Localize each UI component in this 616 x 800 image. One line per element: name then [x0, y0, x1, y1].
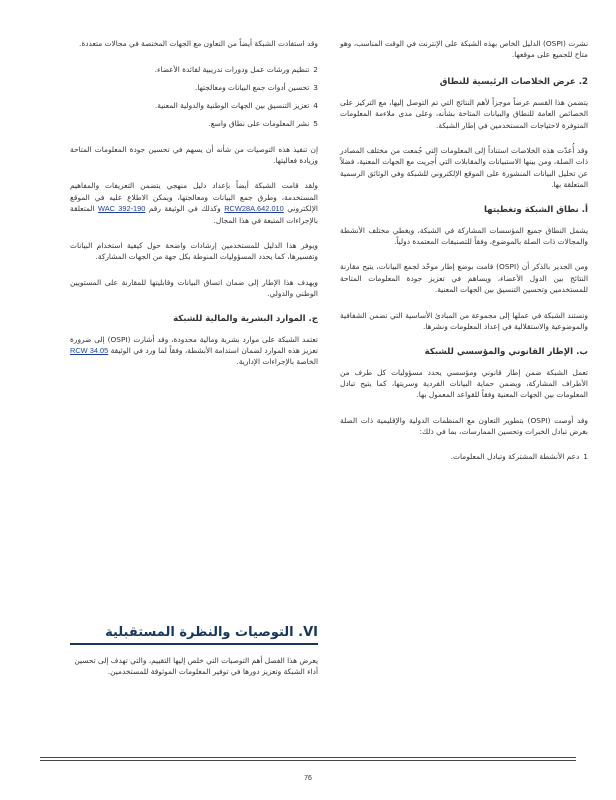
page-number: 76	[304, 775, 312, 782]
text-run: المتعلقة بالإجراءات المتبعة في هذا المجال.	[70, 204, 318, 225]
law-reference-link[interactable]: RCW 34.05	[70, 346, 109, 356]
paragraph: يتضمن هذا القسم عرضاً موجزاً لأهم النتائج التي تم التوصل إليها، مع التركيز على الخصائص العامة للنطاق والبيانات المتاحة بشأنه، وعلى مدى ملاءمة المعلومات المتوفرة لاحتياجات المستخدمين في إطار الشبكة.	[340, 97, 588, 130]
list-text: تعزيز التنسيق بين الجهات الوطنية والدولية المعنية.	[154, 101, 310, 110]
list-item	[70, 65, 318, 76]
paragraph: وقد استفادت الشبكة أيضاً من التعاون مع الجهات المختصة في مجالات متعددة.	[79, 39, 318, 48]
paragraph: ومن الجدير بالذكر أن (OSPI) قامت بوضع إطار موحّد لجمع البيانات، يتيح مقارنة النتائج بين الدول الأعضاء، ويساهم في تعزيز جودة المعلومات المتاحة للمستخدمين وتحسين التنسيق بين الجهات المعنية.	[340, 262, 589, 295]
list-number: 4	[313, 101, 318, 110]
text-run: ولقد قامت الشبكة أيضاً بإعداد دليل منهجي يتضمن التعريفات والمفاهيم المستخدمة، وطرق جمع البيانات ومعالجتها، ويمكن الاطلاع عليه في الموقع الإلكتروني	[70, 181, 318, 214]
chapter-section	[70, 625, 318, 692]
list-item	[70, 101, 318, 112]
section-heading: أ. نطاق الشبكة وتغطيتها	[483, 204, 588, 215]
paragraph: نشرت (OSPI) الدليل الخاص بهذه الشبكة على الإنترنت في الوقت المناسب، وهو متاح للجميع على موقعها.	[340, 39, 588, 60]
list-item	[340, 452, 588, 463]
list-text: دعم الأنشطة المشتركة وتبادل المعلومات.	[450, 451, 580, 461]
paragraph: إن تنفيذ هذه التوصيات من شأنه أن يسهم في تحسين جودة المعلومات المتاحة وزيادة فعاليتها.	[70, 144, 318, 165]
paragraph: وقد أوصت (OSPI) بتطوير التعاون مع المنظمات الدولية والإقليمية ذات الصلة بغرض تبادل الخبرات وتحسين الممارسات، بما في ذلك:	[340, 415, 588, 437]
paragraph: وتستند الشبكة في عملها إلى مجموعة من المبادئ الأساسية التي تضمن الشفافية والموضوعية والاستقلالية في إعداد المعلومات ونشرها.	[340, 310, 588, 332]
right-column	[340, 38, 588, 476]
paragraph: يشمل النطاق جميع المؤسسات المشاركة في الشبكة، ويغطي مختلف الأنشطة والمجالات ذات الصلة بالموضوع، وفقاً للتصنيفات المعتمدة دولياً.	[340, 225, 588, 247]
paragraph: يعرض هذا الفصل أهم التوصيات التي خلص إليها التقييم، والتي تهدف إلى تحسين أداء الشبكة وتعزيز دورها في توفير المعلومات الموثوقة للمستخدمين.	[74, 656, 318, 677]
footer-rule	[40, 760, 576, 761]
text-run: وكذلك في الوثيقة رقم	[145, 204, 225, 214]
list-number: 5	[313, 118, 318, 128]
text-run: الخاصة بالإجراءات الإدارية.	[236, 357, 318, 367]
law-reference-link[interactable]: RCW28A.642.010	[224, 204, 284, 214]
chapter-title: VI. التوصيات والنظرة المستقبلية	[70, 625, 318, 645]
list-number: 2	[313, 65, 318, 75]
text-run: تعتمد الشبكة على موارد بشرية ومالية محدودة، وقد أشارت (OSPI) إلى ضرورة تعزيز هذه الموارد لضمان استدامة الأنشطة، وفقاً لما ورد في الوثيقة	[70, 334, 318, 356]
law-reference-link[interactable]: WAC 392-190	[98, 204, 146, 214]
section-heading: 2. عرض الخلاصات الرئيسية للنطاق	[439, 76, 588, 87]
numbered-list	[340, 452, 588, 463]
list-text: تحسين أدوات جمع البيانات ومعالجتها.	[195, 83, 310, 93]
section-heading: ب. الإطار القانوني والمؤسسي للشبكة	[424, 346, 588, 357]
section-heading: ج. الموارد البشرية والمالية للشبكة	[173, 313, 318, 324]
list-item	[70, 83, 318, 94]
left-column	[70, 38, 318, 382]
list-text: نشر المعلومات على نطاق واسع.	[208, 118, 310, 128]
paragraph: ويوفر هذا الدليل للمستخدمين إرشادات واضحة حول كيفية استخدام البيانات وتفسيرها، كما يحدد المسؤوليات المنوطة بكل جهة من الجهات المشاركة.	[70, 241, 318, 262]
paragraph-with-links	[70, 334, 318, 368]
list-number: 1	[583, 451, 588, 461]
paragraph-with-links	[70, 180, 318, 226]
list-text: تنظيم ورشات عمل ودورات تدريبية لفائدة الأعضاء.	[154, 65, 310, 75]
paragraph: تعمل الشبكة ضمن إطار قانوني ومؤسسي يحدد مسؤوليات كل طرف من الأطراف المشاركة، ويضمن حماية البيانات الفردية وسريتها، كما يتيح تبادل المعلومات بين الجهات المعنية وفقاً للقواعد المعمول بها.	[340, 367, 588, 400]
paragraph: ويهدف هذا الإطار إلى ضمان اتساق البيانات وقابليتها للمقارنة على المستويين الوطني والدولي.	[70, 277, 318, 299]
footer-rule	[40, 757, 576, 758]
numbered-list	[70, 65, 318, 129]
paragraph: وقد أُعدّت هذه الخلاصات استناداً إلى المعلومات التي جُمعت من مختلف المصادر ذات الصلة، ومن بينها الاستبيانات والمقابلات التي أُجريت مع الجهات المعنية، فضلاً عن تحليل البيانات المنشورة على الموقع الإلكتروني للشبكة وفي الوثائق الرسمية المتعلقة بها.	[340, 146, 588, 190]
list-item	[70, 119, 318, 130]
list-number: 3	[313, 83, 318, 93]
